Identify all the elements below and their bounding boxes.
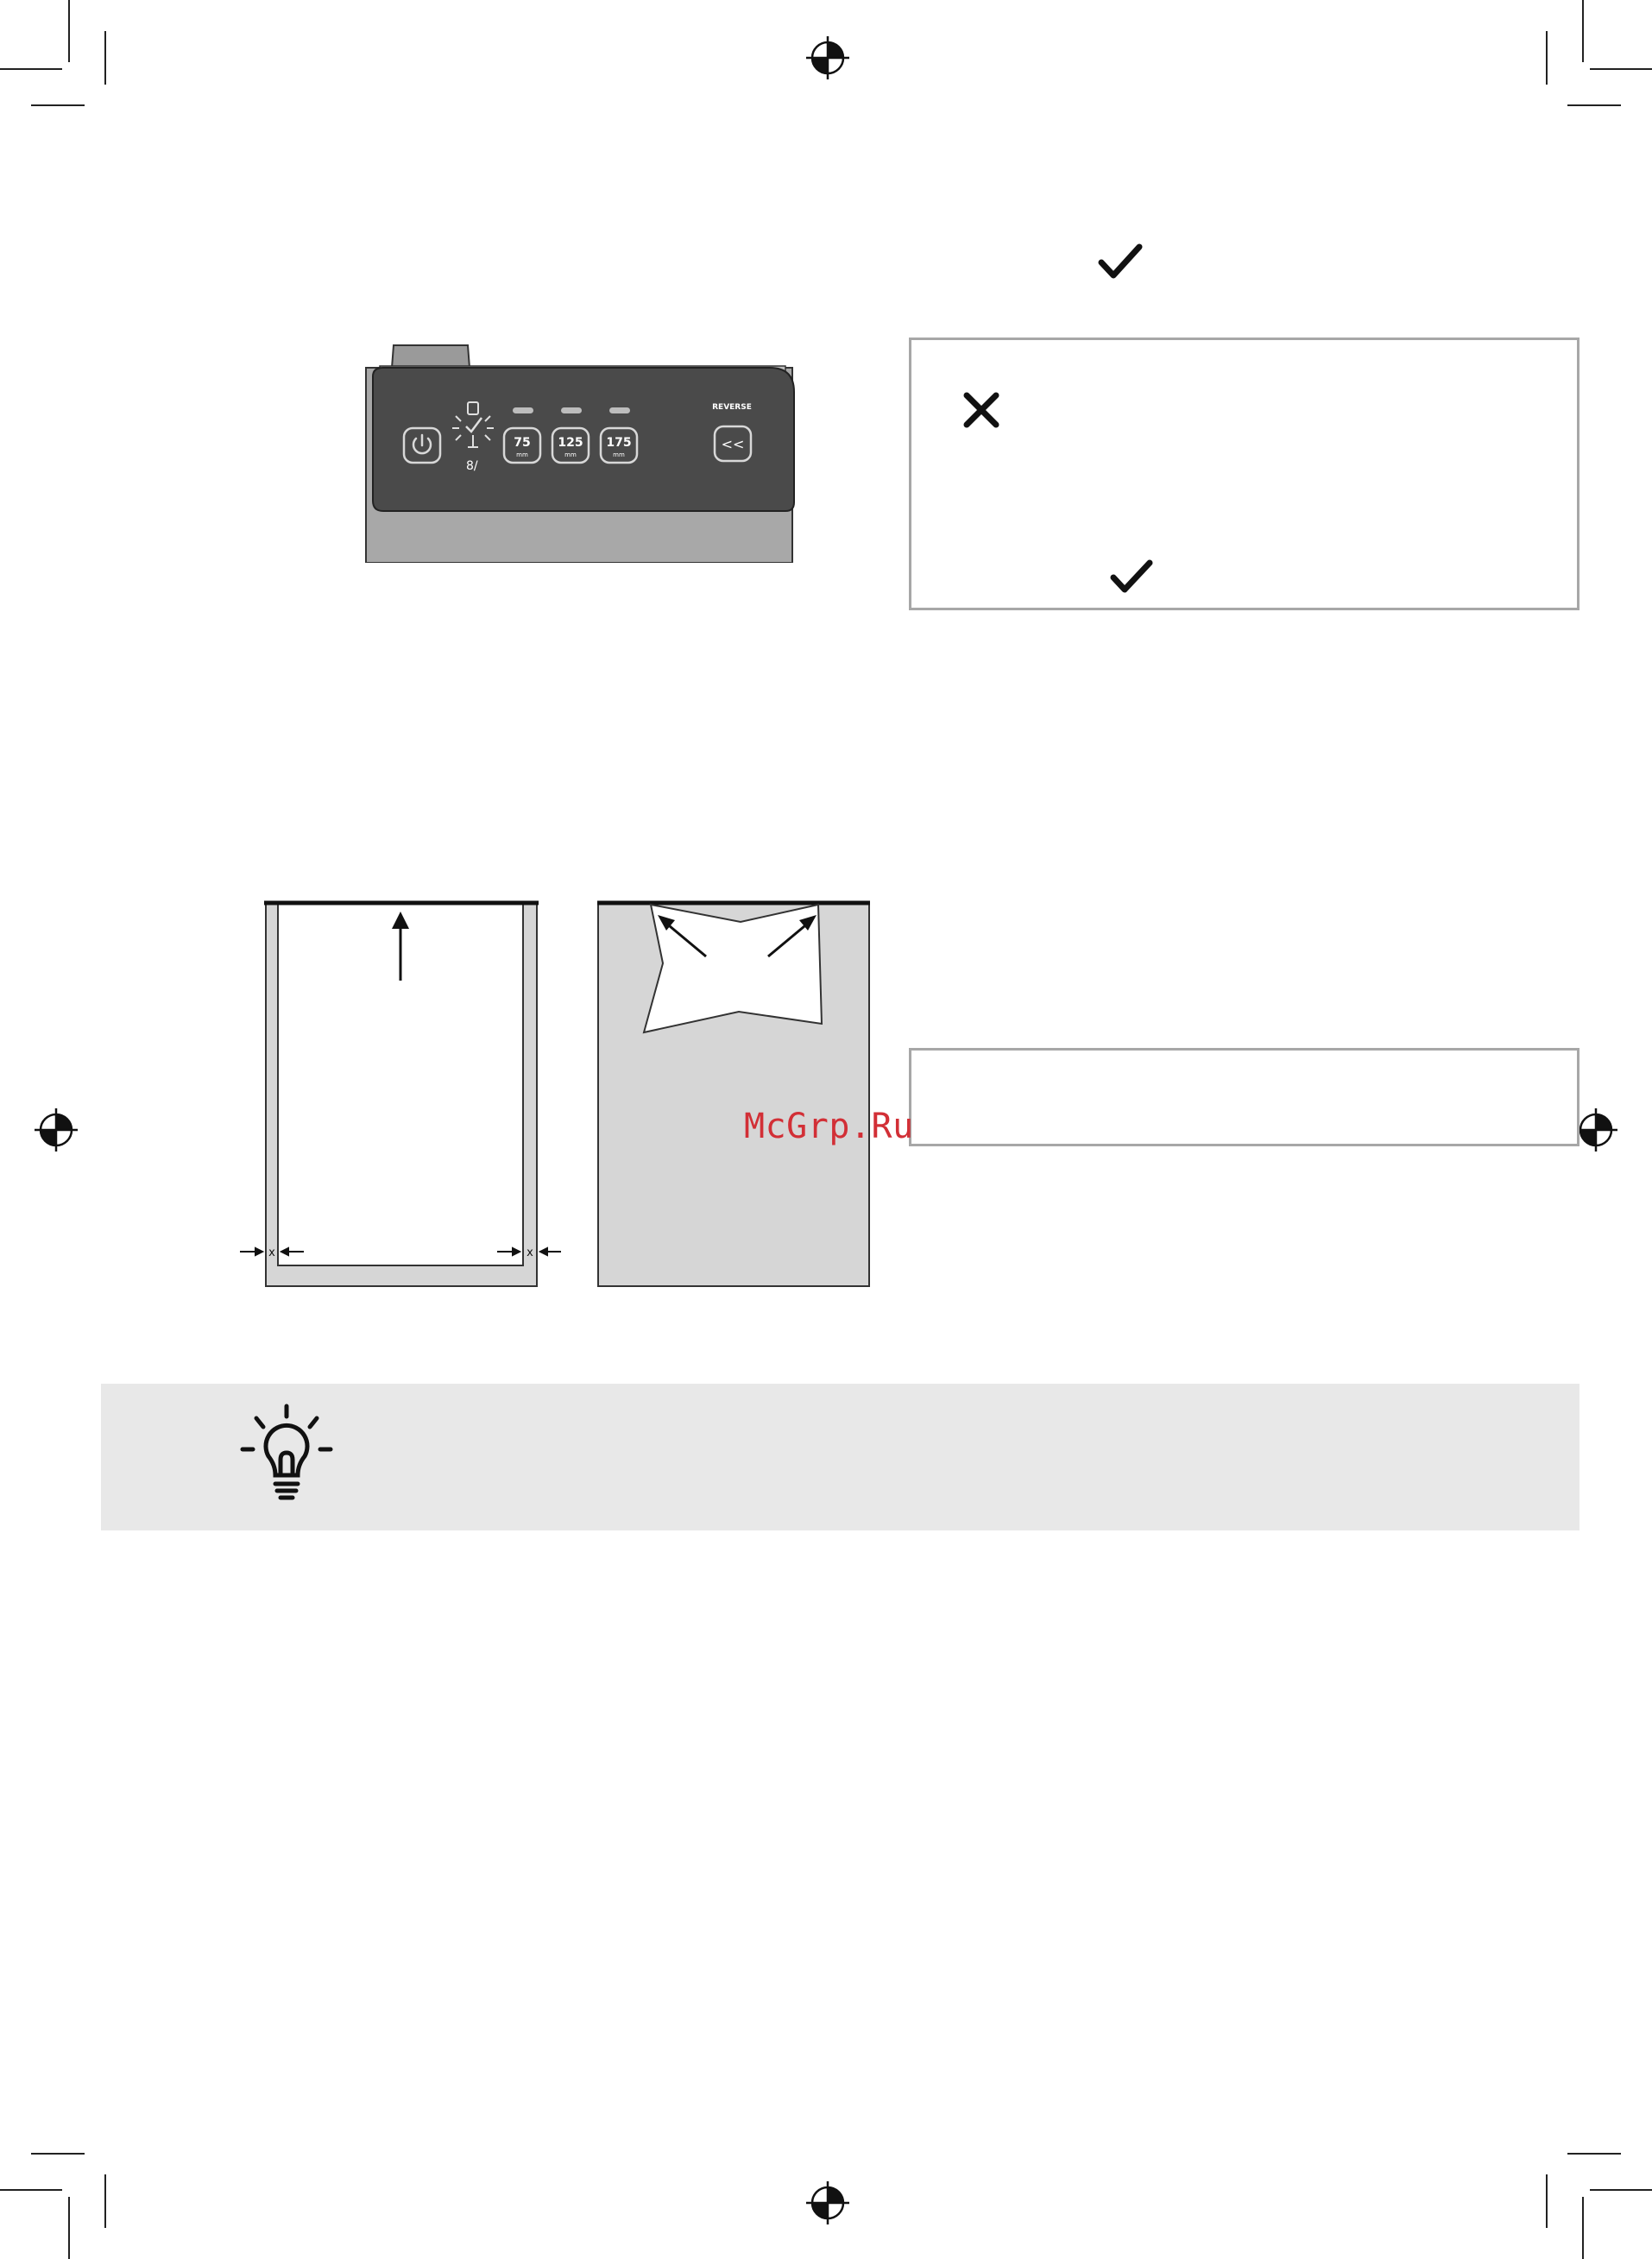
registration-mark-right [1574,1108,1617,1152]
speed-unit: mm [564,451,577,458]
margin-label-left: x [268,1246,275,1259]
control-panel-illustration [363,342,803,563]
check-icon [1110,559,1153,596]
tip-panel [101,1384,1579,1530]
check-icon [1098,243,1143,281]
indicator-text: 8/ [466,459,478,473]
speed-label: 75 [514,436,531,450]
reverse-label: REVERSE [712,403,752,412]
cross-icon [962,390,1001,430]
speed-unit: mm [613,451,625,458]
carrier-diagram-correct [233,894,566,1291]
reverse-icon: << [721,436,745,452]
speed-label: 125 [558,436,583,450]
info-box-top [909,338,1579,610]
info-box-bottom [909,1048,1579,1146]
registration-mark-bottom [806,2181,849,2224]
speed-label: 175 [606,436,632,450]
lightbulb-icon [237,1403,336,1510]
margin-label-right: x [526,1246,533,1259]
speed-unit: mm [516,451,528,458]
registration-mark-left [35,1108,78,1152]
watermark: McGrp.Ru [744,1107,914,1146]
carrier-diagram-jam [596,894,872,1291]
registration-mark-top [806,36,849,79]
